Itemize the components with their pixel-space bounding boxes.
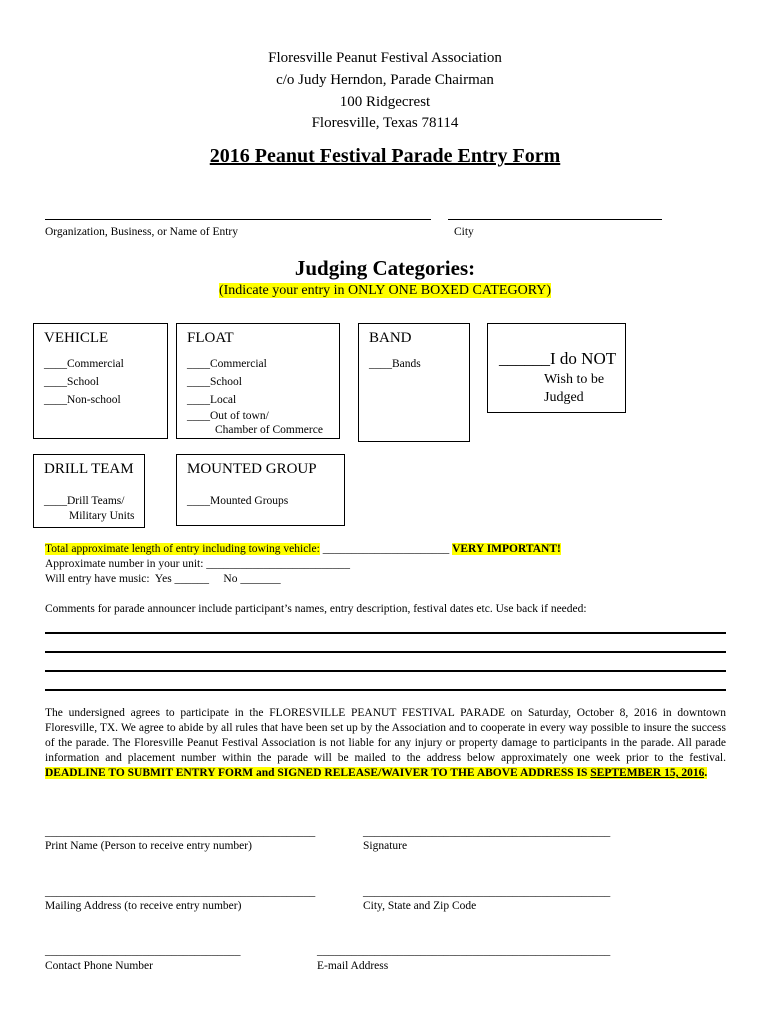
- email-label: E-mail Address: [317, 960, 389, 972]
- comments-line-4[interactable]: [45, 689, 726, 691]
- deadline-text: DEADLINE TO SUBMIT ENTRY FORM and SIGNED RELEASE/WAIVER TO THE ABOVE ADDRESS IS: [45, 767, 588, 779]
- float-out-of-town[interactable]: ____Out of town/: [187, 410, 269, 422]
- city-state-label: City, State and Zip Code: [363, 900, 477, 912]
- city-state-line[interactable]: ___________________________________________: [363, 886, 611, 898]
- music-row[interactable]: Will entry have music: Yes ______ No _______: [45, 573, 281, 585]
- comments-line-3[interactable]: [45, 670, 726, 672]
- agreement-paragraph: [45, 706, 726, 781]
- mailing-label: Mailing Address (to receive entry number): [45, 900, 242, 912]
- address-line-1: Floresville Peanut Festival Association: [268, 50, 502, 66]
- org-label: Organization, Business, or Name of Entry: [45, 226, 239, 238]
- phone-line[interactable]: __________________________________: [45, 945, 241, 957]
- vehicle-title: VEHICLE: [44, 330, 109, 346]
- comments-line-2[interactable]: [45, 651, 726, 653]
- form-title: 2016 Peanut Festival Parade Entry Form: [209, 145, 561, 167]
- print-name-line[interactable]: _______________________________________________: [45, 826, 316, 838]
- float-local[interactable]: ____Local: [187, 394, 237, 406]
- float-title: FLOAT: [187, 330, 234, 346]
- city-input-line[interactable]: [448, 219, 662, 220]
- org-input-line[interactable]: [45, 219, 431, 220]
- drill-team-title: DRILL TEAM: [44, 461, 134, 477]
- deadline-date: SEPTEMBER 15, 2016: [590, 767, 705, 779]
- mounted-group-title: MOUNTED GROUP: [187, 461, 317, 477]
- drill-team-box: [33, 454, 145, 528]
- vehicle-non-school[interactable]: ____Non-school: [44, 394, 121, 406]
- float-school[interactable]: ____School: [187, 376, 242, 388]
- deadline-period: .: [704, 767, 708, 779]
- vehicle-commercial[interactable]: ____Commercial: [44, 358, 124, 370]
- comments-label: Comments for parade announcer include participant’s names, entry description, festival dates etc. Use back if needed:: [45, 603, 587, 615]
- signature-line[interactable]: ___________________________________________: [363, 826, 611, 838]
- judging-note: (Indicate your entry in ONLY ONE BOXED CATEGORY): [218, 283, 552, 298]
- address-line-3: 100 Ridgecrest: [339, 94, 431, 110]
- not-judged-line3: Judged: [544, 390, 584, 405]
- judging-note-wrap: [0, 283, 770, 299]
- length-row: [45, 543, 561, 555]
- length-label: Total approximate length of entry including towing vehicle:: [45, 543, 320, 555]
- city-label: City: [454, 226, 474, 238]
- phone-label: Contact Phone Number: [45, 960, 153, 972]
- drill-team-military: Military Units: [69, 510, 135, 522]
- print-name-label: Print Name (Person to receive entry number): [45, 840, 252, 852]
- mounted-group-item[interactable]: ____Mounted Groups: [187, 495, 289, 507]
- address-line-2: c/o Judy Herndon, Parade Chairman: [276, 72, 494, 88]
- mailing-line[interactable]: _______________________________________________: [45, 886, 316, 898]
- unit-number-row[interactable]: Approximate number in your unit: _________________________: [45, 558, 351, 570]
- float-box: [176, 323, 340, 439]
- judging-heading: Judging Categories:: [294, 256, 476, 280]
- signature-label: Signature: [363, 840, 408, 852]
- band-title: BAND: [369, 330, 412, 346]
- vehicle-box: [33, 323, 168, 439]
- not-judged-line2: Wish to be: [544, 372, 605, 387]
- address-line-4: Floresville, Texas 78114: [311, 115, 459, 131]
- email-line[interactable]: ___________________________________________________: [317, 945, 611, 957]
- comments-line-1[interactable]: [45, 632, 726, 634]
- band-box: [358, 323, 470, 442]
- float-commercial[interactable]: ____Commercial: [187, 358, 267, 370]
- agreement-text: The undersigned agrees to participate in the FLORESVILLE PEANUT FESTIVAL PARADE on Saturday, October 8, 2016 in downtown Floresville, TX. We agree to abide by all rules that have been set up by the Association and to cooperate in every way possible to insure the success of the parade. The Floresville Peanut Festival Association is not liable for any injury or property damage to participants in the parade. All parade information and placement number within the parade will be mailed to the address below approximately one week prior to the festival.: [45, 707, 726, 764]
- not-judged-line1[interactable]: ______I do NOT: [499, 349, 617, 368]
- band-bands[interactable]: ____Bands: [369, 358, 421, 370]
- drill-team-item[interactable]: ____Drill Teams/: [44, 495, 125, 507]
- mounted-group-box: [176, 454, 345, 526]
- vehicle-school[interactable]: ____School: [44, 376, 99, 388]
- not-judged-box: [487, 323, 626, 413]
- float-chamber: Chamber of Commerce: [215, 424, 323, 436]
- very-important: VERY IMPORTANT!: [452, 543, 561, 555]
- length-blank[interactable]: ______________________: [322, 543, 450, 555]
